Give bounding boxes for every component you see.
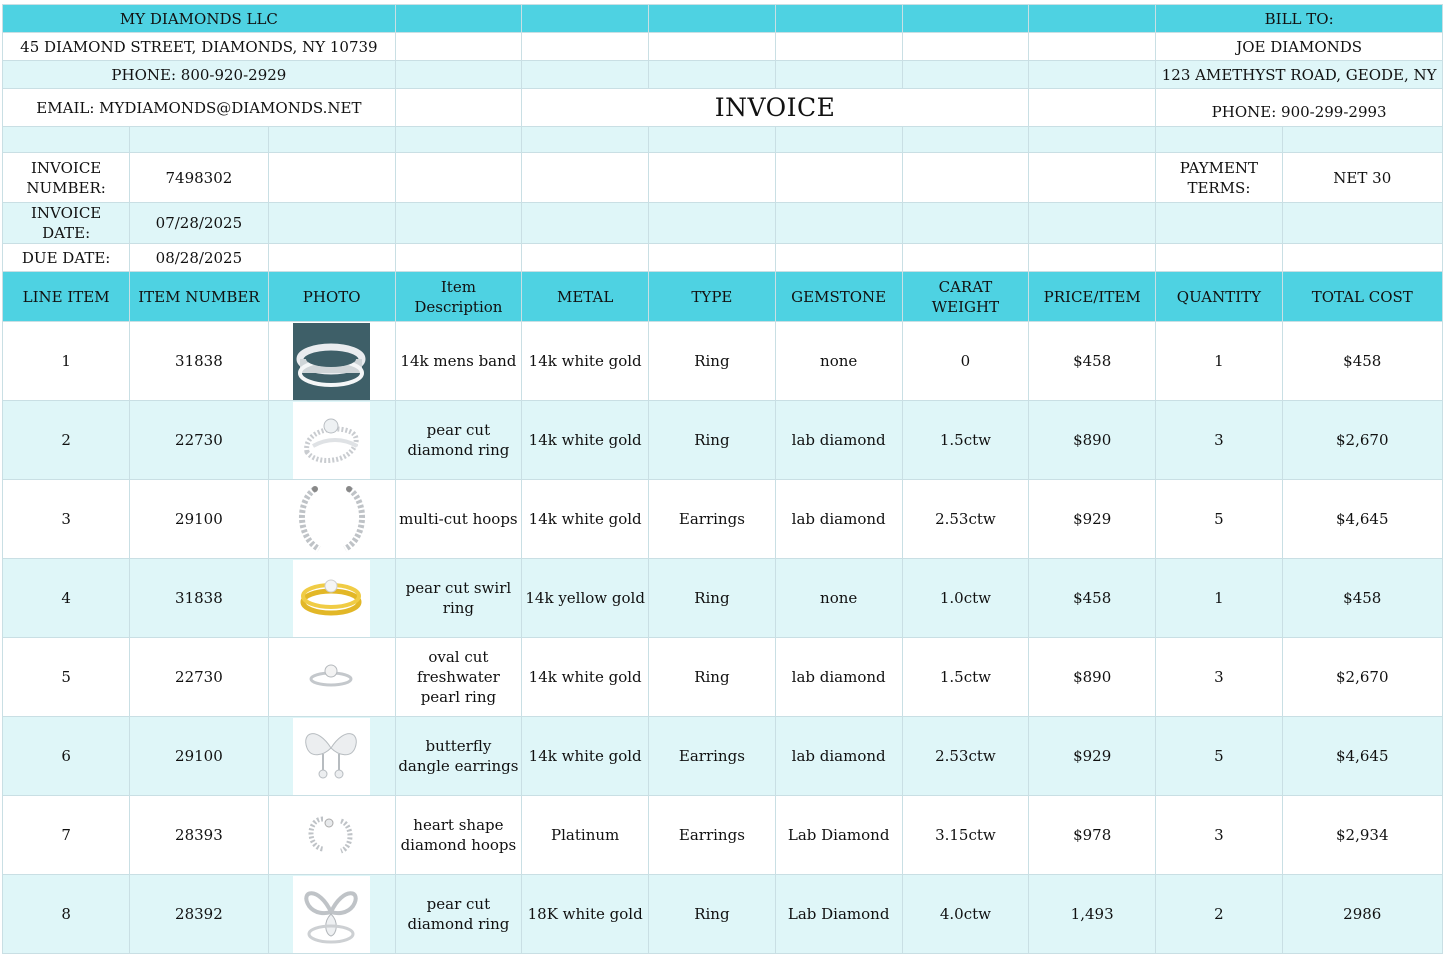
cell-photo[interactable] <box>268 796 395 875</box>
cell-line-item[interactable]: 8 <box>3 875 130 954</box>
col-header-item-number[interactable]: ITEM NUMBER <box>130 272 268 322</box>
due-date-value[interactable]: 08/28/2025 <box>130 244 268 272</box>
cell-photo[interactable] <box>268 638 395 717</box>
oval-pearl-ring-image <box>293 639 370 716</box>
cell-total-cost[interactable]: $2,934 <box>1282 796 1442 875</box>
heart-hoops-image <box>293 797 370 874</box>
cell-description[interactable]: butterfly dangle earrings <box>395 717 521 796</box>
table-row <box>3 322 1443 401</box>
company-phone[interactable]: PHONE: 800-920-2929 <box>3 61 396 89</box>
pear-cut-diamond-ring-image <box>293 402 370 479</box>
invoice-sheet <box>2 4 1443 954</box>
cell-carat-weight[interactable]: 2.53ctw <box>902 480 1028 559</box>
butterfly-earrings-image <box>293 718 370 795</box>
cell-price-item[interactable]: $929 <box>1029 717 1156 796</box>
invoice-number-value[interactable]: 7498302 <box>130 153 268 203</box>
cell-gemstone[interactable]: lab diamond <box>775 480 902 559</box>
bow-pear-ring-image <box>293 876 370 953</box>
cell-carat-weight[interactable]: 4.0ctw <box>902 875 1028 954</box>
cell-quantity[interactable]: 5 <box>1156 480 1282 559</box>
cell-line-item[interactable]: 4 <box>3 559 130 638</box>
cell-gemstone[interactable]: lab diamond <box>775 717 902 796</box>
invoice-number-label[interactable]: INVOICE NUMBER: <box>3 153 130 203</box>
cell-total-cost[interactable]: $4,645 <box>1282 717 1442 796</box>
cell-price-item[interactable]: 1,493 <box>1029 875 1156 954</box>
cell-metal[interactable]: 14k white gold <box>522 480 649 559</box>
cell-type[interactable]: Ring <box>649 875 775 954</box>
cell-price-item[interactable]: $458 <box>1029 559 1156 638</box>
cell-photo[interactable] <box>268 401 395 480</box>
cell-item-number[interactable]: 22730 <box>130 638 268 717</box>
mens-band-ring-image <box>293 323 370 400</box>
cell-price-item[interactable]: $978 <box>1029 796 1156 875</box>
cell-carat-weight[interactable]: 0 <box>902 322 1028 401</box>
cell-total-cost[interactable]: $2,670 <box>1282 401 1442 480</box>
cell-item-number[interactable]: 28393 <box>130 796 268 875</box>
cell-description[interactable]: pear cut swirl ring <box>395 559 521 638</box>
bill-to-address[interactable]: 123 AMETHYST ROAD, GEODE, NY <box>1156 61 1443 89</box>
table-row <box>3 638 1443 717</box>
bill-to-name[interactable]: JOE DIAMONDS <box>1156 33 1443 61</box>
col-header-gemstone[interactable]: GEMSTONE <box>775 272 902 322</box>
cell-carat-weight[interactable]: 1.5ctw <box>902 638 1028 717</box>
col-header-type[interactable]: TYPE <box>649 272 775 322</box>
cell-gemstone[interactable]: Lab Diamond <box>775 875 902 954</box>
cell-type[interactable]: Ring <box>649 322 775 401</box>
yellow-gold-swirl-ring-image <box>293 560 370 637</box>
company-address[interactable]: 45 DIAMOND STREET, DIAMONDS, NY 10739 <box>3 33 396 61</box>
cell-line-item[interactable]: 5 <box>3 638 130 717</box>
cell-price-item[interactable]: $929 <box>1029 480 1156 559</box>
col-header-carat-weight[interactable]: CARAT WEIGHT <box>902 272 1028 322</box>
cell-type[interactable]: Ring <box>649 559 775 638</box>
invoice-title[interactable]: INVOICE <box>522 89 1029 127</box>
cell-metal[interactable]: 14k white gold <box>522 717 649 796</box>
cell-metal[interactable]: 14k white gold <box>522 401 649 480</box>
col-header-description[interactable]: Item Description <box>395 272 521 322</box>
cell-quantity[interactable]: 3 <box>1156 401 1282 480</box>
cell-description[interactable]: 14k mens band <box>395 322 521 401</box>
cell-carat-weight[interactable]: 1.5ctw <box>902 401 1028 480</box>
cell-description[interactable]: pear cut diamond ring <box>395 875 521 954</box>
cell-gemstone[interactable]: Lab Diamond <box>775 796 902 875</box>
col-header-quantity[interactable]: QUANTITY <box>1156 272 1282 322</box>
cell-price-item[interactable]: $890 <box>1029 638 1156 717</box>
cell-metal[interactable]: 18K white gold <box>522 875 649 954</box>
cell-line-item[interactable]: 3 <box>3 480 130 559</box>
cell-photo[interactable] <box>268 717 395 796</box>
cell-quantity[interactable]: 1 <box>1156 322 1282 401</box>
cell-photo[interactable] <box>268 480 395 559</box>
cell-price-item[interactable]: $458 <box>1029 322 1156 401</box>
cell-line-item[interactable]: 6 <box>3 717 130 796</box>
due-date-label[interactable]: DUE DATE: <box>3 244 130 272</box>
cell-type[interactable]: Ring <box>649 401 775 480</box>
multi-cut-hoops-image <box>293 481 370 558</box>
col-header-metal[interactable]: METAL <box>522 272 649 322</box>
cell-carat-weight[interactable]: 3.15ctw <box>902 796 1028 875</box>
cell-carat-weight[interactable]: 1.0ctw <box>902 559 1028 638</box>
cell-type[interactable]: Ring <box>649 638 775 717</box>
cell-type[interactable]: Earrings <box>649 796 775 875</box>
company-name[interactable]: MY DIAMONDS LLC <box>3 5 396 33</box>
invoice-date-label[interactable]: INVOICE DATE: <box>3 203 130 244</box>
cell-metal[interactable]: 14k yellow gold <box>522 559 649 638</box>
cell-quantity[interactable]: 5 <box>1156 717 1282 796</box>
cell-description[interactable]: oval cut freshwater pearl ring <box>395 638 521 717</box>
cell-line-item[interactable]: 2 <box>3 401 130 480</box>
table-row <box>3 717 1443 796</box>
column-header-row <box>3 272 1443 322</box>
payment-terms-value[interactable]: NET 30 <box>1282 153 1442 203</box>
bill-to-label[interactable]: BILL TO: <box>1156 5 1443 33</box>
cell-type[interactable]: Earrings <box>649 717 775 796</box>
table-row <box>3 401 1443 480</box>
payment-terms-label[interactable]: PAYMENT TERMS: <box>1156 153 1282 203</box>
cell-item-number[interactable]: 29100 <box>130 480 268 559</box>
cell-total-cost[interactable]: $4,645 <box>1282 480 1442 559</box>
cell-item-number[interactable]: 31838 <box>130 322 268 401</box>
cell-quantity[interactable]: 3 <box>1156 638 1282 717</box>
cell-line-item[interactable]: 7 <box>3 796 130 875</box>
cell-description[interactable]: multi-cut hoops <box>395 480 521 559</box>
table-row <box>3 480 1443 559</box>
cell-gemstone[interactable]: none <box>775 559 902 638</box>
col-header-price-item[interactable]: PRICE/ITEM <box>1029 272 1156 322</box>
cell-description[interactable]: pear cut diamond ring <box>395 401 521 480</box>
col-header-line-item[interactable]: LINE ITEM <box>3 272 130 322</box>
cell-total-cost[interactable]: $458 <box>1282 322 1442 401</box>
company-email[interactable]: EMAIL: MYDIAMONDS@DIAMONDS.NET <box>3 89 396 127</box>
cell-photo[interactable] <box>268 559 395 638</box>
cell-metal[interactable]: Platinum <box>522 796 649 875</box>
cell-quantity[interactable]: 1 <box>1156 559 1282 638</box>
cell-total-cost[interactable]: $458 <box>1282 559 1442 638</box>
col-header-total-cost[interactable]: TOTAL COST <box>1282 272 1442 322</box>
cell-type[interactable]: Earrings <box>649 480 775 559</box>
cell-item-number[interactable]: 28392 <box>130 875 268 954</box>
table-row <box>3 559 1443 638</box>
cell-total-cost[interactable]: $2,670 <box>1282 638 1442 717</box>
cell-carat-weight[interactable]: 2.53ctw <box>902 717 1028 796</box>
bill-to-phone[interactable]: PHONE: 900-299-2993 <box>1156 89 1443 127</box>
cell-item-number[interactable]: 22730 <box>130 401 268 480</box>
cell-gemstone[interactable]: lab diamond <box>775 401 902 480</box>
invoice-date-value[interactable]: 07/28/2025 <box>130 203 268 244</box>
cell-metal[interactable]: 14k white gold <box>522 322 649 401</box>
col-header-photo[interactable]: PHOTO <box>268 272 395 322</box>
cell-item-number[interactable]: 31838 <box>130 559 268 638</box>
cell-quantity[interactable]: 2 <box>1156 875 1282 954</box>
cell-gemstone[interactable]: lab diamond <box>775 638 902 717</box>
cell-item-number[interactable]: 29100 <box>130 717 268 796</box>
cell-photo[interactable] <box>268 322 395 401</box>
cell-price-item[interactable]: $890 <box>1029 401 1156 480</box>
table-row <box>3 796 1443 875</box>
cell-line-item[interactable]: 1 <box>3 322 130 401</box>
cell-gemstone[interactable]: none <box>775 322 902 401</box>
cell-quantity[interactable]: 3 <box>1156 796 1282 875</box>
cell-metal[interactable]: 14k white gold <box>522 638 649 717</box>
cell-total-cost[interactable]: 2986 <box>1282 875 1442 954</box>
cell-description[interactable]: heart shape diamond hoops <box>395 796 521 875</box>
